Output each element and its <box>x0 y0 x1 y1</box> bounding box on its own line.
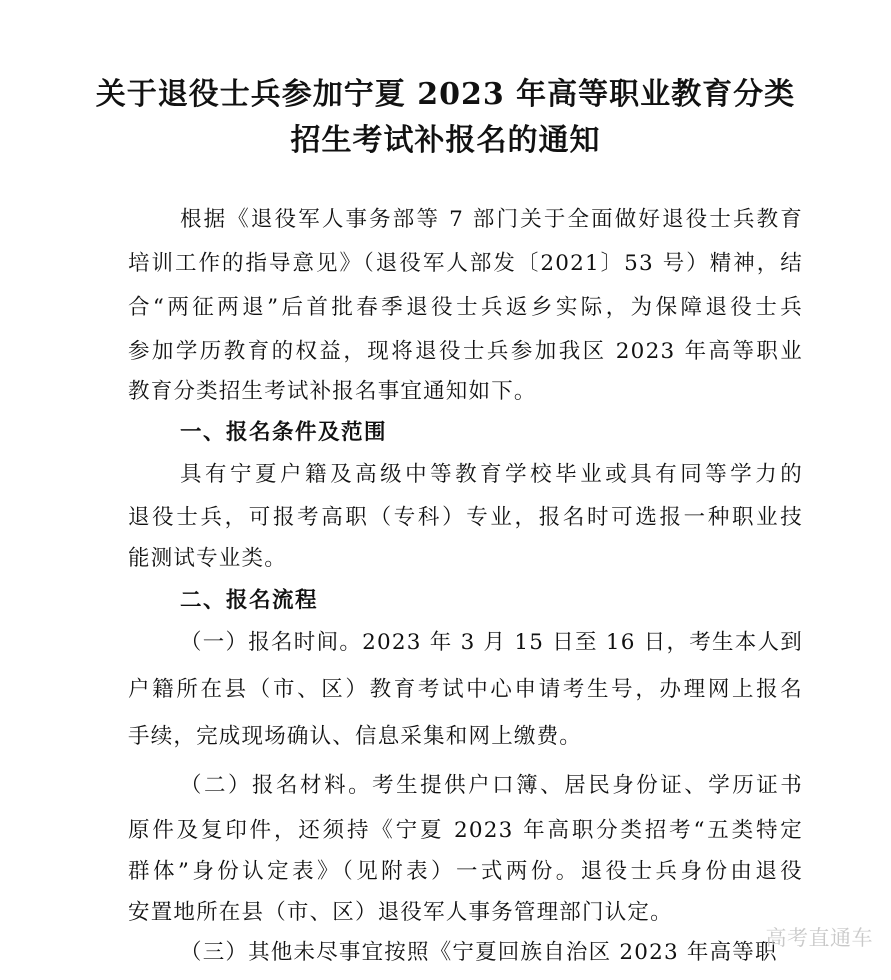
item-2-line-2: 原件及复印件，还须持《宁夏 2023 年高职分类招考“五类特定 <box>128 818 803 843</box>
item-2-line-1: （二）报名材料。考生提供户口簿、居民身份证、学历证书 <box>180 773 803 798</box>
section-1-line-1: 具有宁夏户籍及高级中等教育学校毕业或具有同等学力的 <box>180 462 803 487</box>
item-2-line-3: 群体”身份认定表》（见附表）一式两份。退役士兵身份由退役 <box>128 859 803 884</box>
intro-line-3: 合“两征两退”后首批春季退役士兵返乡实际，为保障退役士兵 <box>128 295 803 320</box>
item-1-line-3: 手续，完成现场确认、信息采集和网上缴费。 <box>128 724 583 749</box>
section-1-heading: 一、报名条件及范围 <box>180 420 388 445</box>
document-title-line-1: 关于退役士兵参加宁夏 2023 年高等职业教育分类 <box>95 77 796 112</box>
item-1-line-1: （一）报名时间。2023 年 3 月 15 日至 16 日，考生本人到 <box>180 630 803 655</box>
intro-line-5: 教育分类招生考试补报名事宜通知如下。 <box>128 379 537 404</box>
intro-line-4: 参加学历教育的权益，现将退役士兵参加我区 2023 年高等职业 <box>128 339 803 364</box>
intro-line-2: 培训工作的指导意见》（退役军人部发〔2021〕53 号）精神，结 <box>128 251 803 276</box>
watermark-logo-text: 高考直通车 <box>765 926 873 950</box>
intro-line-1: 根据《退役军人事务部等 7 部门关于全面做好退役士兵教育 <box>180 207 803 232</box>
item-3-line-1: （三）其他未尽事宜按照《宁夏回族自治区 2023 年高等职 <box>180 940 778 965</box>
section-1-line-2: 退役士兵，可报考高职（专科）专业，报名时可选报一种职业技 <box>128 505 803 530</box>
item-2-line-4: 安置地所在县（市、区）退役军人事务管理部门认定。 <box>128 900 673 925</box>
document-title-line-2: 招生考试补报名的通知 <box>290 123 601 158</box>
section-1-line-3: 能测试专业类。 <box>128 546 287 571</box>
item-1-line-2: 户籍所在县（市、区）教育考试中心申请考生号，办理网上报名 <box>128 677 803 702</box>
section-2-heading: 二、报名流程 <box>180 588 319 613</box>
